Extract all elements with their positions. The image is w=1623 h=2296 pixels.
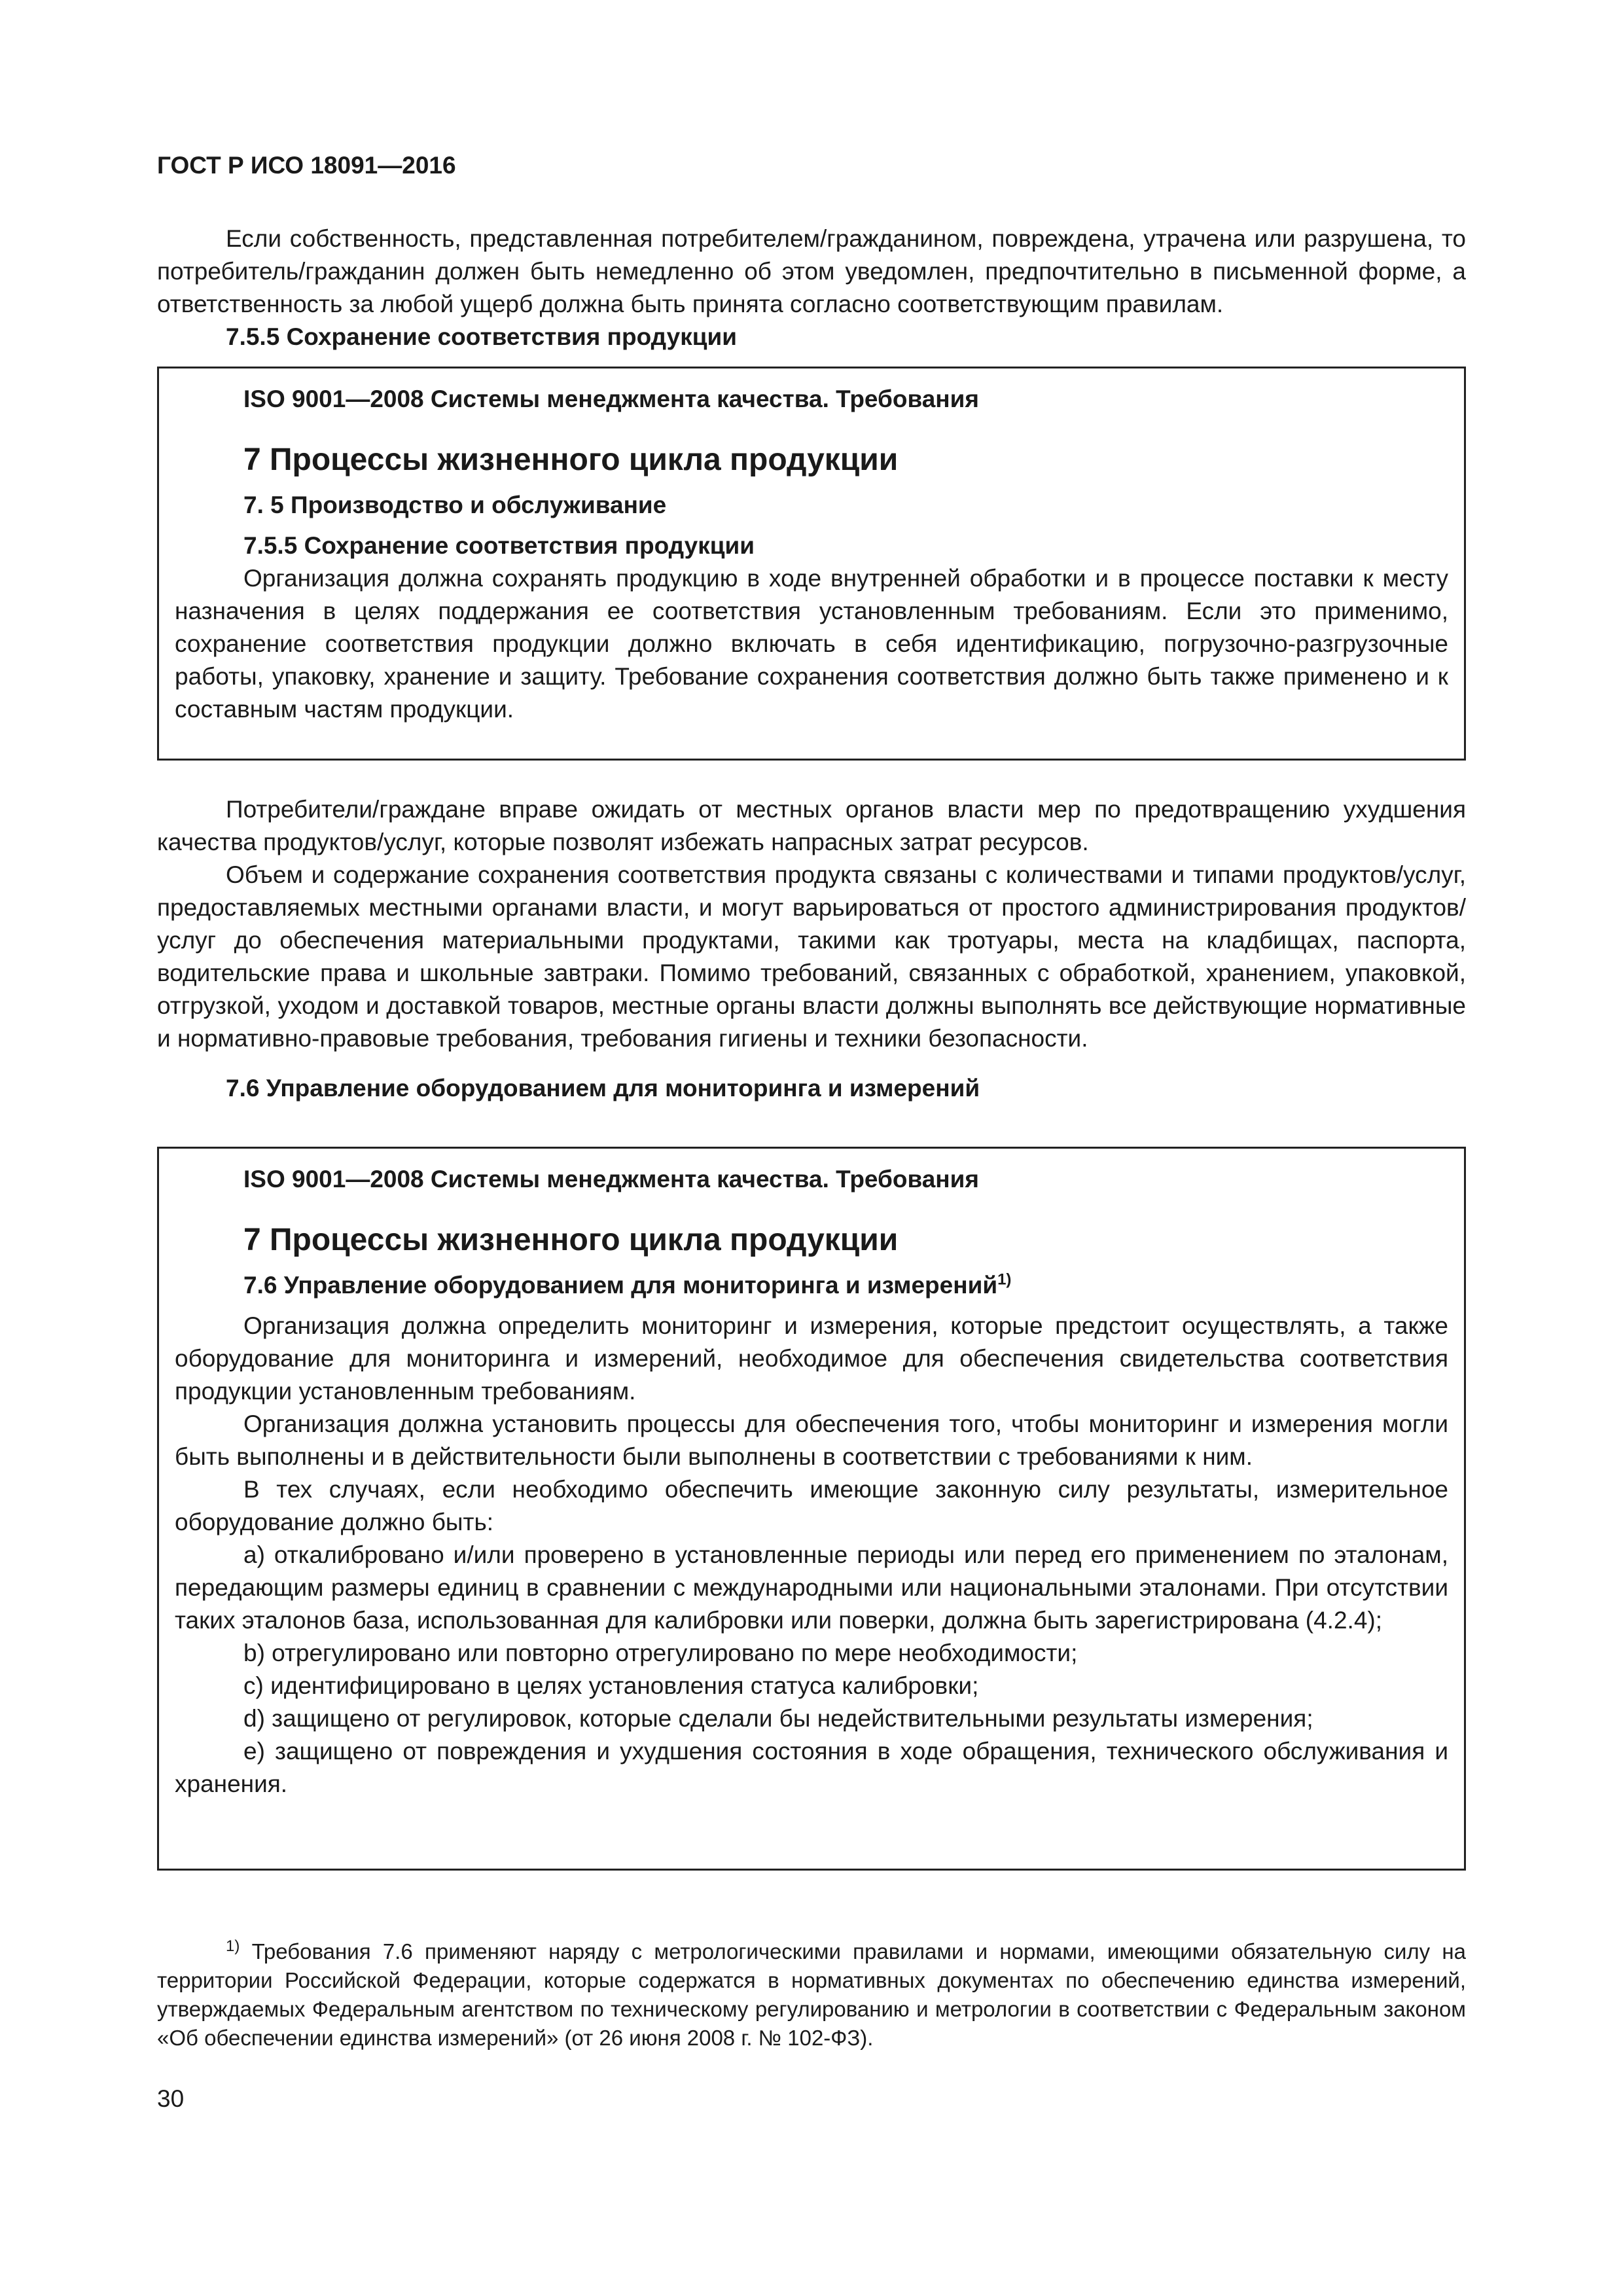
footnote-mark: 1): [226, 1937, 240, 1955]
page-number: 30: [157, 2085, 185, 2112]
box2-chapter-heading: 7 Процессы жизненного цикла продукции: [243, 1223, 899, 1257]
list-item-c: c) идентифицировано в целях установления статуса калибровки;: [243, 1672, 979, 1699]
box2-paragraph-3: В тех случаях, если необходимо обеспечить имеющие законную силу результаты, измерительное оборудование должно быть:: [175, 1476, 1448, 1535]
box1-chapter-heading: 7 Процессы жизненного цикла продукции: [243, 442, 899, 477]
list-item-e: e) защищено от повреждения и ухудшения состояния в ходе обращения, технического обслуживания и хранения.: [175, 1738, 1448, 1797]
box1-standard-title: ISO 9001—2008 Системы менеджмента качества. Требования: [243, 386, 979, 412]
box2-subsection-text: 7.6 Управление оборудованием для мониторинга и измерений: [243, 1272, 998, 1299]
section-76-heading: 7.6 Управление оборудованием для мониторинга и измерений: [226, 1075, 980, 1102]
list-item-d: d) защищено от регулировок, которые сделали бы недействительными результаты измерения;: [243, 1705, 1313, 1732]
list-item-a: a) откалибровано и/или проверено в установленные периоды или перед его применением по эталонам, передающим размеры единиц в сравнении с международными или национальными эталонами. При отсутствии таких эталонов база, использованная для калибровки или поверки, должна быть зарегистрирована (4.2.4);: [175, 1541, 1448, 1634]
footnote-block: [157, 1937, 1466, 2053]
box1-subsection-heading: 7. 5 Производство и обслуживание: [243, 492, 667, 518]
footnote-reference: 1): [997, 1270, 1012, 1289]
iso-quote-box-76: [157, 1147, 1466, 1871]
middle-block: [157, 793, 1466, 1105]
iso-quote-box-755: [157, 367, 1466, 761]
intro-paragraph: Если собственность, представленная потребителем/гражданином, повреждена, утрачена или разрушена, то потребитель/гражданин должен быть немедленно об этом уведомлен, предпочтительно в письменной форме, а ответственность за любой ущерб должна быть принята согласно соответствующим правилам.: [157, 225, 1466, 317]
paragraph-3: Объем и содержание сохранения соответствия продукта связаны с количествами и типами продуктов/услуг, предоставляемых местными органами власти, и могут варьироваться от простого администрирования продуктов/услуг до обеспечения материальными продуктами, такими как тротуары, места на кладбищах, паспорта, водительские права и школьные завтраки. Помимо требований, связанных с обработкой, хранением, упаковкой, отгрузкой, уходом и доставкой товаров, местные органы власти должны выполнять все действующие нормативные и нормативно-правовые требования, требования гигиены и техники безопасности.: [157, 861, 1466, 1052]
box1-subsubsection-heading: 7.5.5 Сохранение соответствия продукции: [243, 532, 755, 559]
paragraph-2: Потребители/граждане вправе ожидать от местных органов власти мер по предотвращению ухудшения качества продуктов/услуг, которые позволят избежать напрасных затрат ресурсов.: [157, 796, 1466, 855]
box2-paragraph-2: Организация должна установить процессы для обеспечения того, чтобы мониторинг и измерения могли быть выполнены и в действительности были выполнены в соответствии с требованиями к ним.: [175, 1410, 1448, 1470]
document-header: ГОСТ Р ИСО 18091—2016: [157, 152, 456, 179]
footnote-text: Требования 7.6 применяют наряду с метрологическими правилами и нормами, имеющими обязательную силу на территории Российской Федерации, которые содержатся в нормативных документах по обеспечению единства измерений, утверждаемых Федеральным агентством по техническому регулированию и метрологии в соответствии с Федеральным законом «Об обеспечении единства измерений» (от 26 июня 2008 г. № 102-ФЗ).: [157, 1939, 1467, 2050]
box2-subsection-heading: [175, 1269, 1448, 1302]
box2-paragraph-1: Организация должна определить мониторинг и измерения, которые предстоит осуществлять, а также оборудование для мониторинга и измерений, необходимое для обеспечения свидетельства соответствия продукции установленным требованиям.: [175, 1312, 1448, 1405]
footnote: [157, 1937, 1466, 2053]
box2-standard-title: ISO 9001—2008 Системы менеджмента качества. Требования: [243, 1166, 979, 1193]
list-item-b: b) отрегулировано или повторно отрегулировано по мере необходимости;: [243, 1640, 1078, 1666]
intro-block: [157, 223, 1466, 353]
section-755-heading: 7.5.5 Сохранение соответствия продукции: [226, 323, 737, 350]
box1-text: Организация должна сохранять продукцию в ходе внутренней обработки и в процессе поставки к месту назначения в целях поддержания ее соответствия установленным требованиям. Если это применимо, сохранение соответствия продукции должно включать в себя идентификацию, погрузочно-разгрузочные работы, упаковку, хранение и защиту. Требование сохранения соответствия должно быть также применено и к составным частям продукции.: [175, 565, 1448, 723]
